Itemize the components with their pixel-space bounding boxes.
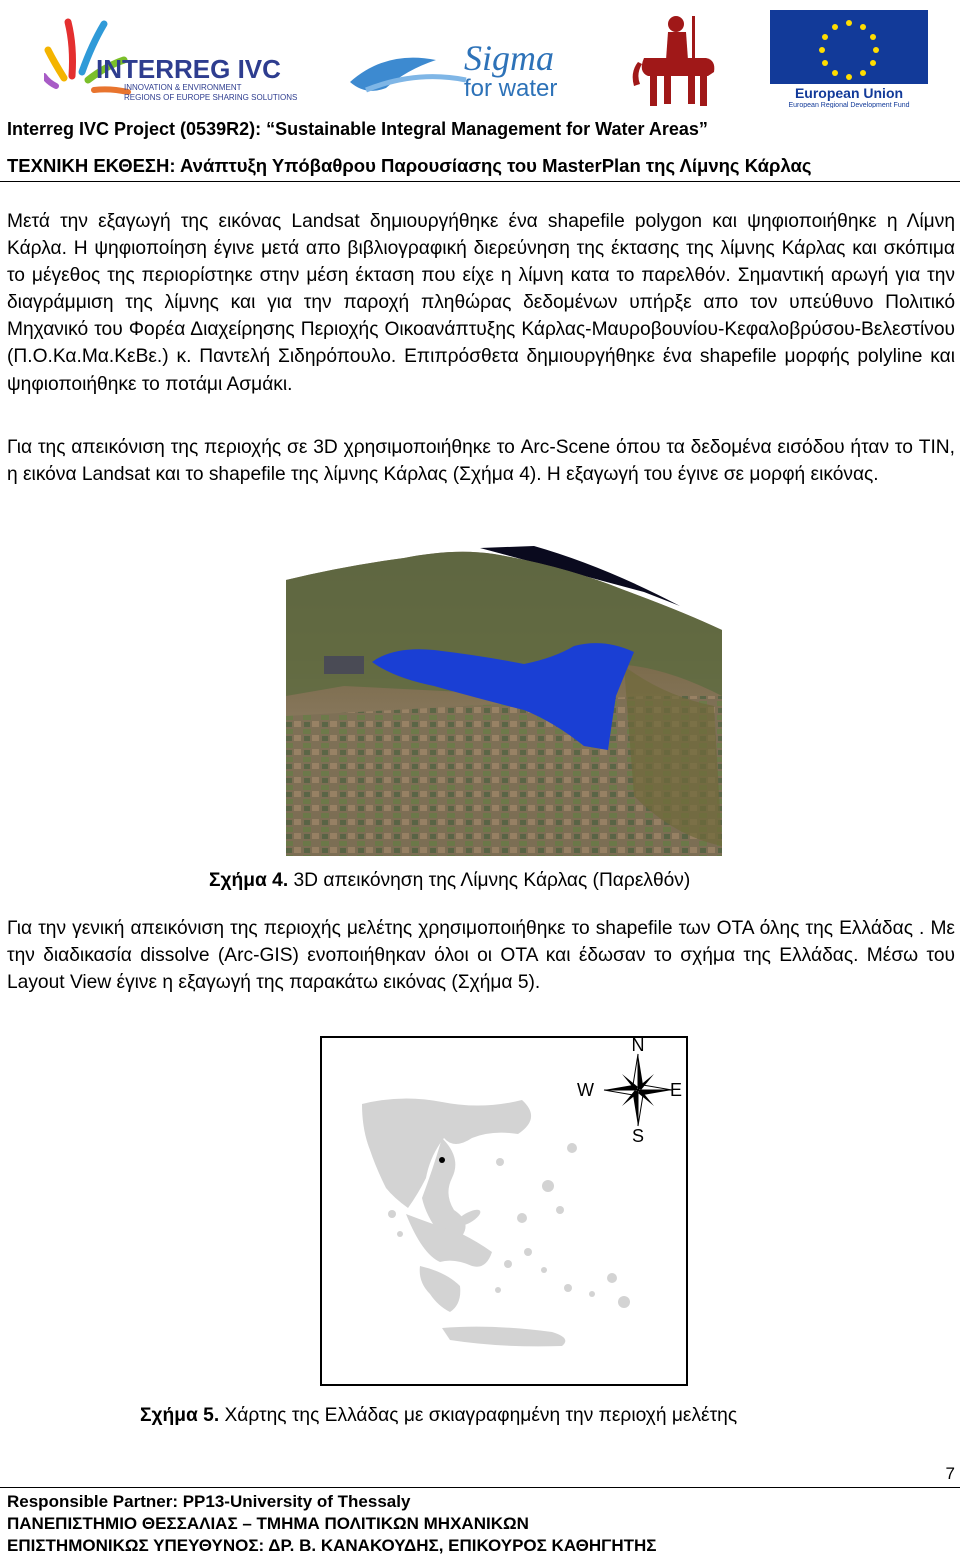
header-divider <box>0 181 960 182</box>
logo-bar <box>0 0 960 112</box>
footer-divider <box>0 1487 960 1488</box>
report-title: ΤΕΧΝΙΚΗ ΕΚΘΕΣΗ: Ανάπτυξη Υπόβαθρου Παρουσίασης του MasterPlan της Λίμνης Κάρλας <box>7 155 812 176</box>
sigma-name: Sigma <box>464 38 554 78</box>
paragraph-digitization: Μετά την εξαγωγή της εικόνας Landsat δημιουργήθηκε ένα shapefile polygon και ψηφιοποιήθηκε η Λίμνη Κάρλα. Η ψηφιοποίηση έγινε μετά απο βιβλιογραφική διερεύνηση της έκτασης της λίμνης Κάρλας και σκόπιμα το μέγεθος της περιορίστηκε στην μέση έκταση που είχε η λίμνη κατα το παρελθόν. Σημαντική αρωγή για την διαγράμμιση της λίμνης και για την παροχή πληθώρας δεδομένων υπήρξε απο τον υπεύθυνο Πολιτικό Μηχανικό του Φορέα Διαχείρησης Περιοχής Οικοανάπτυξης Κάρλας-Μαυροβουνίου-Κεφαλοβρύσου-Βελεστίνου (Π.Ο.Κα.Μα.ΚεΒε.) κ. Παντελή Σιδηρόπουλο. Επιπρόσθετα δημιουργήθηκε ένα shapefile μορφής polyline και ψηφιοποιήθηκε το ποτάμι Ασμάκι. <box>7 211 955 395</box>
figure-3d-karla <box>284 546 724 858</box>
compass-icon <box>604 1054 672 1126</box>
figure-5-caption: Σχήμα 5. Χάρτης της Ελλάδας με σκιαγραφημένη την περιοχή μελέτης <box>140 1405 738 1426</box>
compass-n: N <box>631 1038 645 1055</box>
sigma-logo <box>346 30 601 105</box>
eu-name: European Union <box>794 85 904 101</box>
paragraph-3d: Για της απεικόνιση της περιοχής σε 3D χρησιμοποιήθηκε το Arc-Scene όπου τα δεδομένα εισόδου ήταν το TIN, η εικόνα Landsat και το shapefile της λίμνης Κάρλας (Σχήμα 4). Η εξαγωγή του έγινε σε μορφή εικόνας. <box>7 437 955 486</box>
svg-text:REGIONS OF EUROPE SHARING SOLU: REGIONS OF EUROPE SHARING SOLUTIONS <box>124 93 298 102</box>
paragraph-greece-map: Για την γενική απεικόνιση της περιοχής μελέτης χρησιμοποιήθηκε το shapefile των ΟΤΑ όλης της Ελλάδας . Με την διαδικασία dissolve (Arc-GIS) ενοποιήθηκαν όλοι οι ΟΤΑ και έδωσαν το σχήμα της Ελλάδας. Μέσω του Layout View έγινε η εξαγωγή της παρακάτω εικόνας (Σχήμα 5). <box>7 918 955 994</box>
page-number: 7 <box>945 1464 955 1483</box>
compass-w: W <box>577 1080 594 1100</box>
footer-supervisor: ΕΠΙΣΤΗΜΟΝΙΚΩΣ ΥΠΕΥΘΥΝΟΣ: ΔΡ. Β. ΚΑΝΑΚΟΥΔΗΣ, ΕΠΙΚΟΥΡΟΣ ΚΑΘΗΓΗΤΗΣ <box>7 1536 657 1555</box>
centaur-icon <box>633 16 715 106</box>
university-centaur-logo <box>628 14 724 108</box>
compass-e: E <box>669 1080 682 1100</box>
figure-4-caption: Σχήμα 4. 3D απεικόνηση της Λίμνης Κάρλας (Παρελθόν) <box>209 870 691 891</box>
figure-greece-map <box>320 1036 688 1386</box>
study-area-marker <box>439 1157 445 1163</box>
project-header: Interreg IVC Project (0539R2): “Sustainable Integral Management for Water Areas” <box>7 119 708 139</box>
eu-logo <box>770 10 930 108</box>
footer-partner: Responsible Partner: PP13-University of Thessaly <box>7 1492 411 1511</box>
wave-icon <box>350 58 436 91</box>
compass-s: S <box>631 1126 645 1146</box>
svg-text:INNOVATION & ENVIRONMENT: INNOVATION & ENVIRONMENT <box>124 83 242 92</box>
svg-text:European Regional Development: European Regional Development Fund <box>788 102 910 108</box>
footer-university: ΠΑΝΕΠΙΣΤΗΜΙΟ ΘΕΣΣΑΛΙΑΣ – ΤΜΗΜΑ ΠΟΛΙΤΙΚΩΝ ΜΗΧΑΝΙΚΩΝ <box>7 1514 529 1533</box>
svg-text:for water: for water <box>464 75 558 102</box>
interreg-name: INTERREG IVC <box>96 54 281 84</box>
greece-shape <box>362 1098 630 1346</box>
interreg-logo <box>44 6 304 106</box>
